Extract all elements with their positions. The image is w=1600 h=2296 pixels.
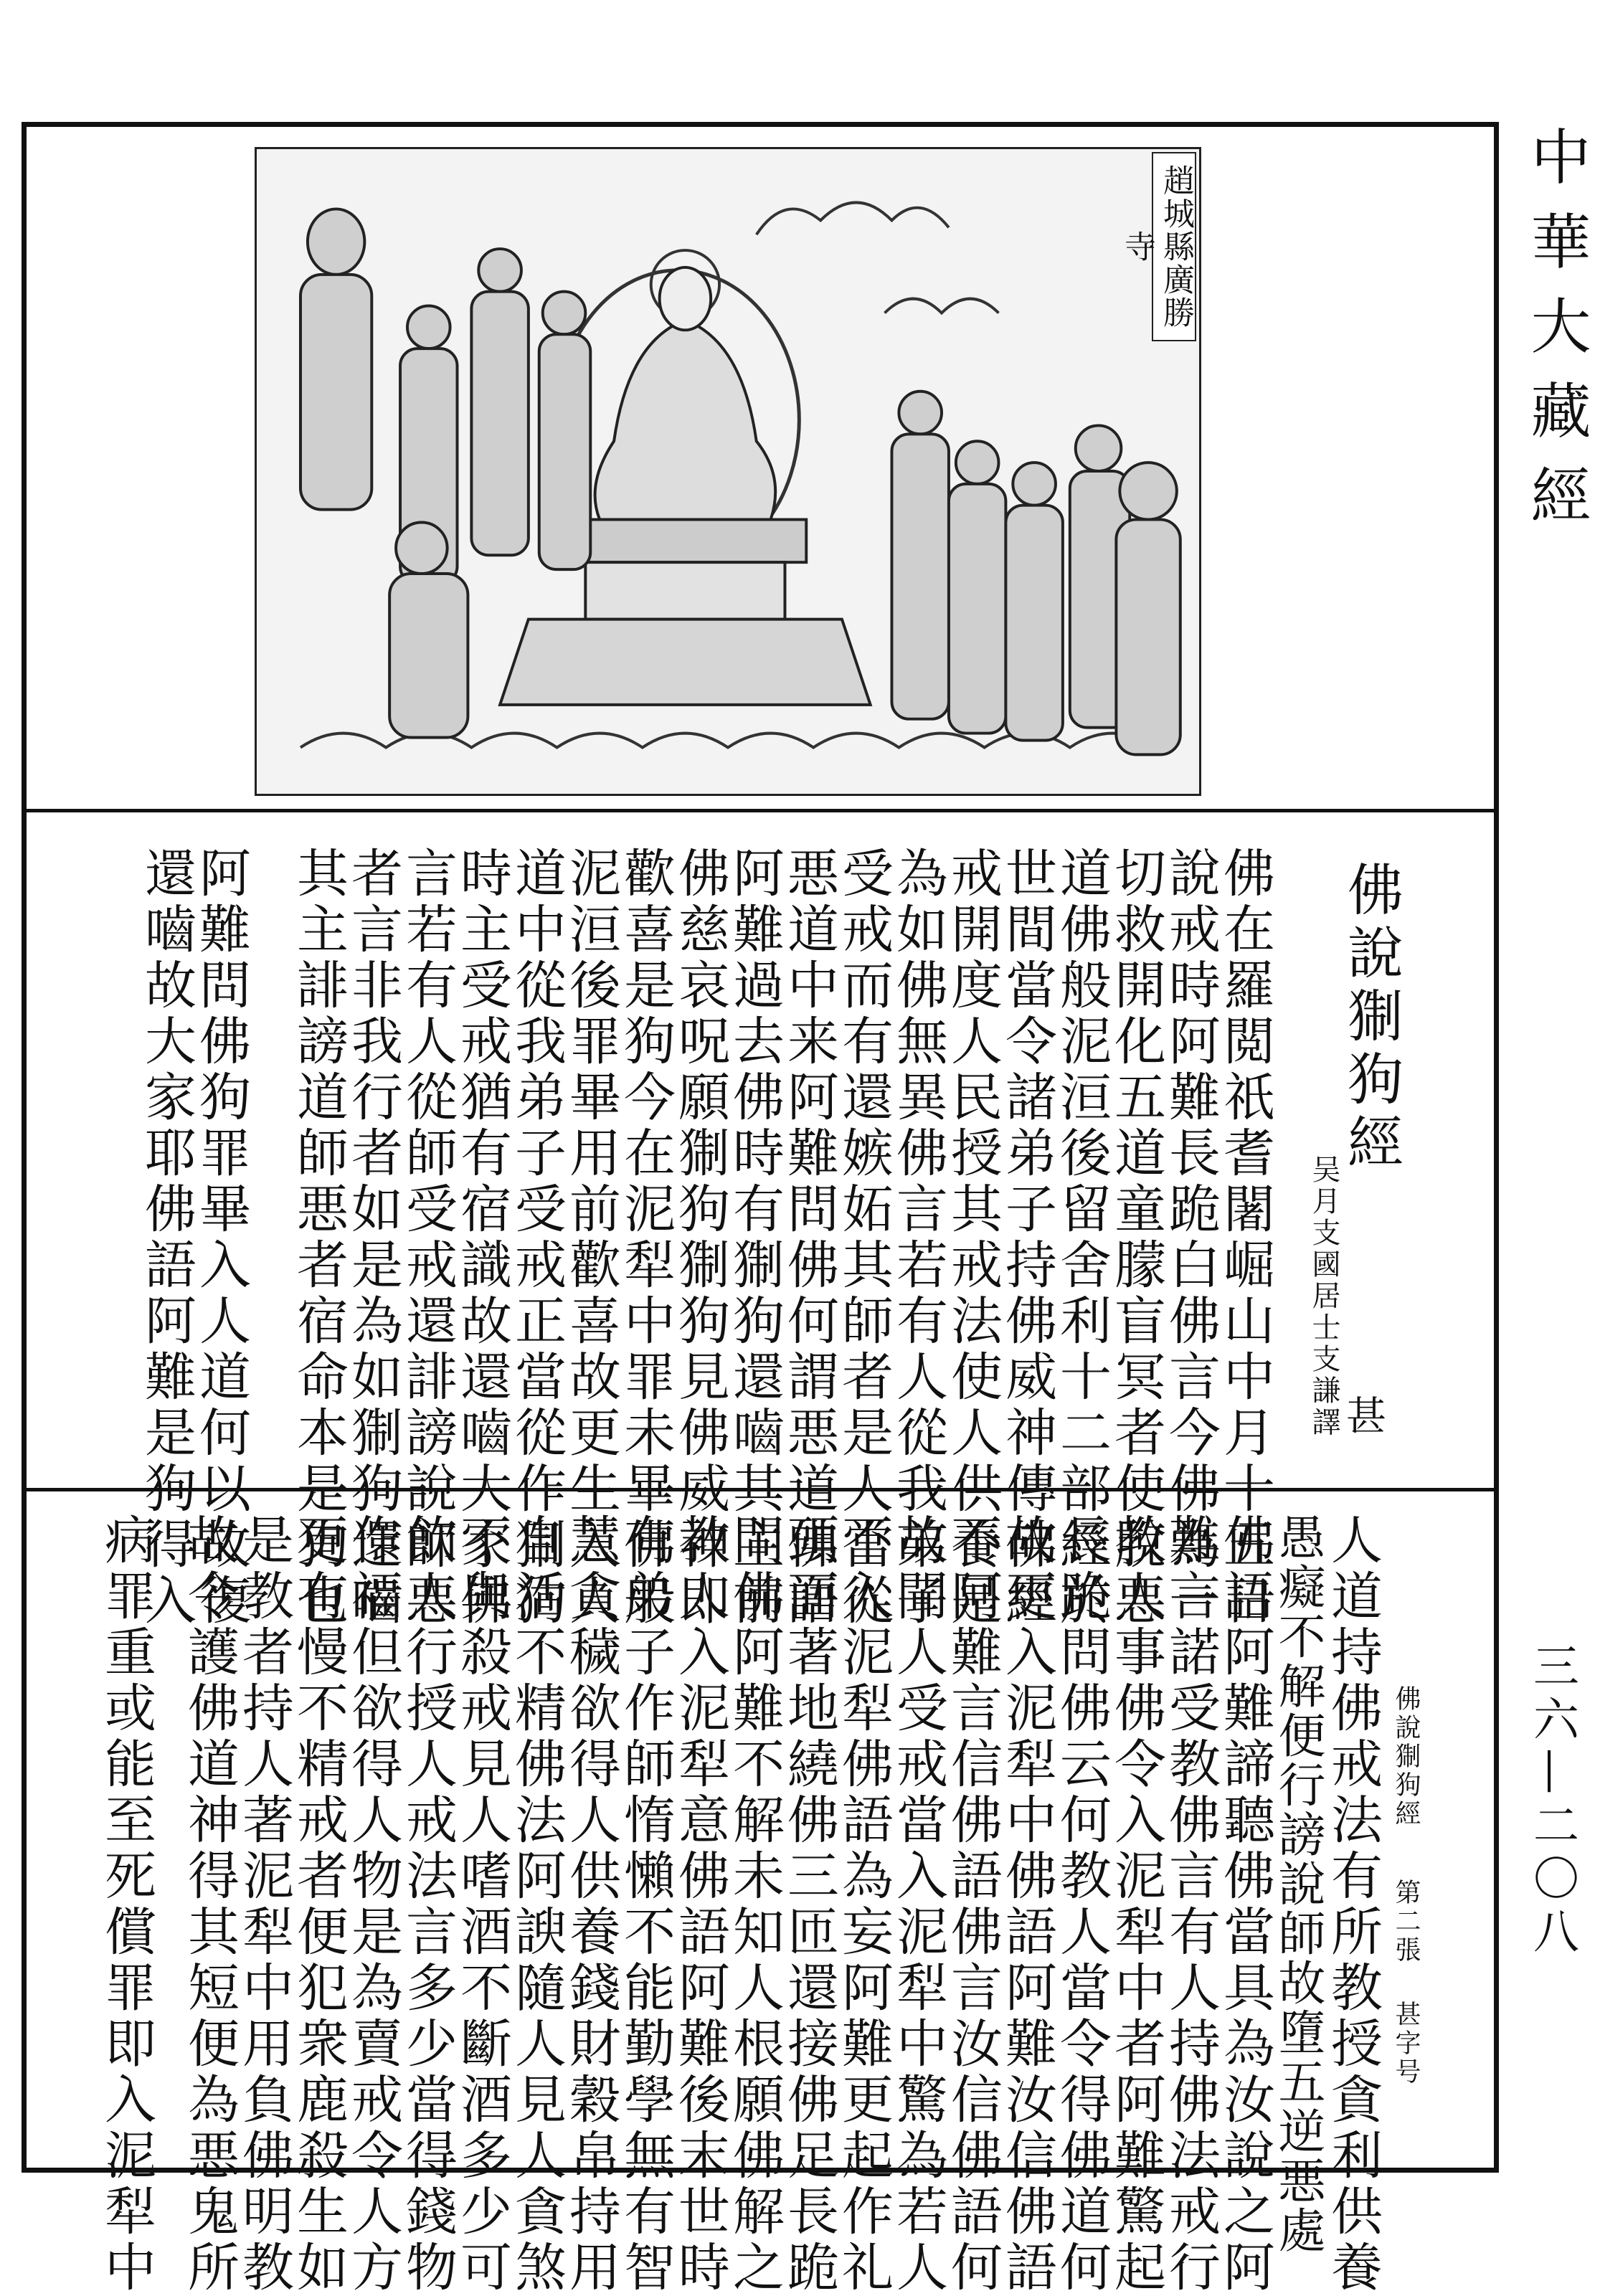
section-divider-top	[22, 809, 1499, 812]
fascicle-code: 甚	[1340, 1395, 1386, 1435]
text-column: 說戒時阿難長跪白佛言今佛為一	[1160, 846, 1221, 1629]
text-column: 不入泥犁佛語為妄阿難更起作礼	[833, 1513, 894, 2296]
text-column: 有弟子作師惰懶不能勤學無有智	[615, 1513, 676, 2296]
text-column: 切救開化五道童朦盲冥者使脫悪	[1106, 846, 1166, 1629]
text-column: 還嚙故大家耶佛語阿難是狗得入	[136, 846, 197, 1629]
buddha-assembly-woodcut	[257, 149, 1199, 794]
text-column: 佛語阿難諦聽佛當具為汝說之阿	[1215, 1513, 1275, 2296]
text-column: 是教者持人著泥犁中用負佛明教	[234, 1513, 294, 2296]
text-column: 不阿難言信佛語佛言汝信佛語何	[942, 1513, 1003, 2296]
text-column: 佛慈哀呪願猘狗猘狗見佛威神即	[670, 846, 730, 1629]
page-number: 三六—二〇八	[1525, 1642, 1578, 1960]
text-column: 不與殺戒見人嗜酒不斷酒多少可	[452, 1513, 512, 2296]
text-column: 受戒而有還嫉妬其師者是人當從	[833, 846, 894, 1629]
text-column: 者言非我行者如是為如猘狗還嚙	[343, 846, 403, 1629]
text-column: 阿難過去佛時有猘狗還嚙其主前	[724, 846, 785, 1629]
text-column: 佛在羅閲祇耆闍崛山中月十五日	[1215, 846, 1275, 1629]
text-column: 其主誹謗道師悪者宿命本是狗也	[288, 846, 349, 1629]
text-column: 故令護佛道神得其短便為悪鬼所	[179, 1513, 240, 2296]
text-column: 道中從我弟子受戒正當從作猘狗	[506, 846, 567, 1629]
text-column: 長跪問佛云何教人當令得佛道何	[1051, 1513, 1112, 2296]
text-column: 歡喜是狗今在泥犁中罪未畢佛般	[615, 846, 676, 1629]
text-column: 故聞人受戒當入泥犁中驚為若人	[888, 1513, 948, 2296]
text-column: 世間當令諸弟子持佛威神傳佛經	[997, 846, 1057, 1629]
text-column: 言若有人從師受戒還誹謗說師悪	[397, 846, 458, 1629]
series-title: 中華大藏經	[1521, 125, 1591, 549]
text-column: 頭面著地繞佛三匝還接佛足長跪	[779, 1513, 839, 2296]
text-column: 教人入泥犁意佛語阿難後末世時	[670, 1513, 730, 2296]
text-column: 作福但欲得人物是為賣戒令人方	[343, 1513, 403, 2296]
text-column: 愚癡不解便行謗說師故墮五逆悪處	[1270, 1513, 1325, 2255]
frontispiece-illustration	[255, 147, 1201, 796]
text-column: 阿難問佛狗罪畢入人道何以故復	[191, 846, 251, 1629]
text-column: 自活不精佛法阿諛隨人見人貪煞	[506, 1513, 567, 2296]
text-column: 更有慢不精戒者便犯衆鹿殺生如	[288, 1513, 349, 2296]
text-column: 道佛般泥洹後留舍利十二部經於	[1051, 846, 1112, 1629]
text-column: 病罪重或能至死償罪即入泥犁中	[96, 1513, 156, 2296]
text-column: 故更入泥犁中佛語阿難汝信佛語	[997, 1513, 1057, 2296]
text-column: 問佛阿難不解未知人根願佛解之	[724, 1513, 785, 2296]
text-column: 難言諾受教佛言有人持佛法戒行	[1160, 1513, 1221, 2296]
text-column: 悪道中来阿難問佛何謂悪道佛語	[779, 846, 839, 1629]
text-column: 教人事佛令入泥犁中者阿難驚起	[1106, 1513, 1166, 2296]
text-column: 為如佛無異佛言若有人從我弟子	[888, 846, 948, 1629]
text-column: 飲人行授人戒法言多少當得錢物	[397, 1513, 458, 2296]
temple-label: 趙城縣廣勝寺	[1152, 152, 1196, 341]
sutra-title: 佛說猘狗經	[1338, 860, 1403, 1176]
text-column: 泥洹後罪畢用前歡喜故更生入人	[561, 846, 621, 1629]
text-column: 慧貪穢欲得人供養錢財穀帛持用	[561, 1513, 621, 2296]
translator-line: 吴月支國居士支謙譯	[1307, 1154, 1340, 1438]
text-column: 人道持佛戒法有所教授貪利供養	[1322, 1513, 1383, 2296]
running-title: 佛說猘狗經	[1391, 1685, 1421, 1828]
leaf-number: 第二張	[1391, 1879, 1421, 1965]
text-column: 戒開度人民授其戒法使人供養是	[942, 846, 1003, 1629]
text-column: 時主受戒猶有宿識故還嚙大家佛	[452, 846, 512, 1629]
leaf-code: 甚字号	[1391, 2001, 1421, 2087]
